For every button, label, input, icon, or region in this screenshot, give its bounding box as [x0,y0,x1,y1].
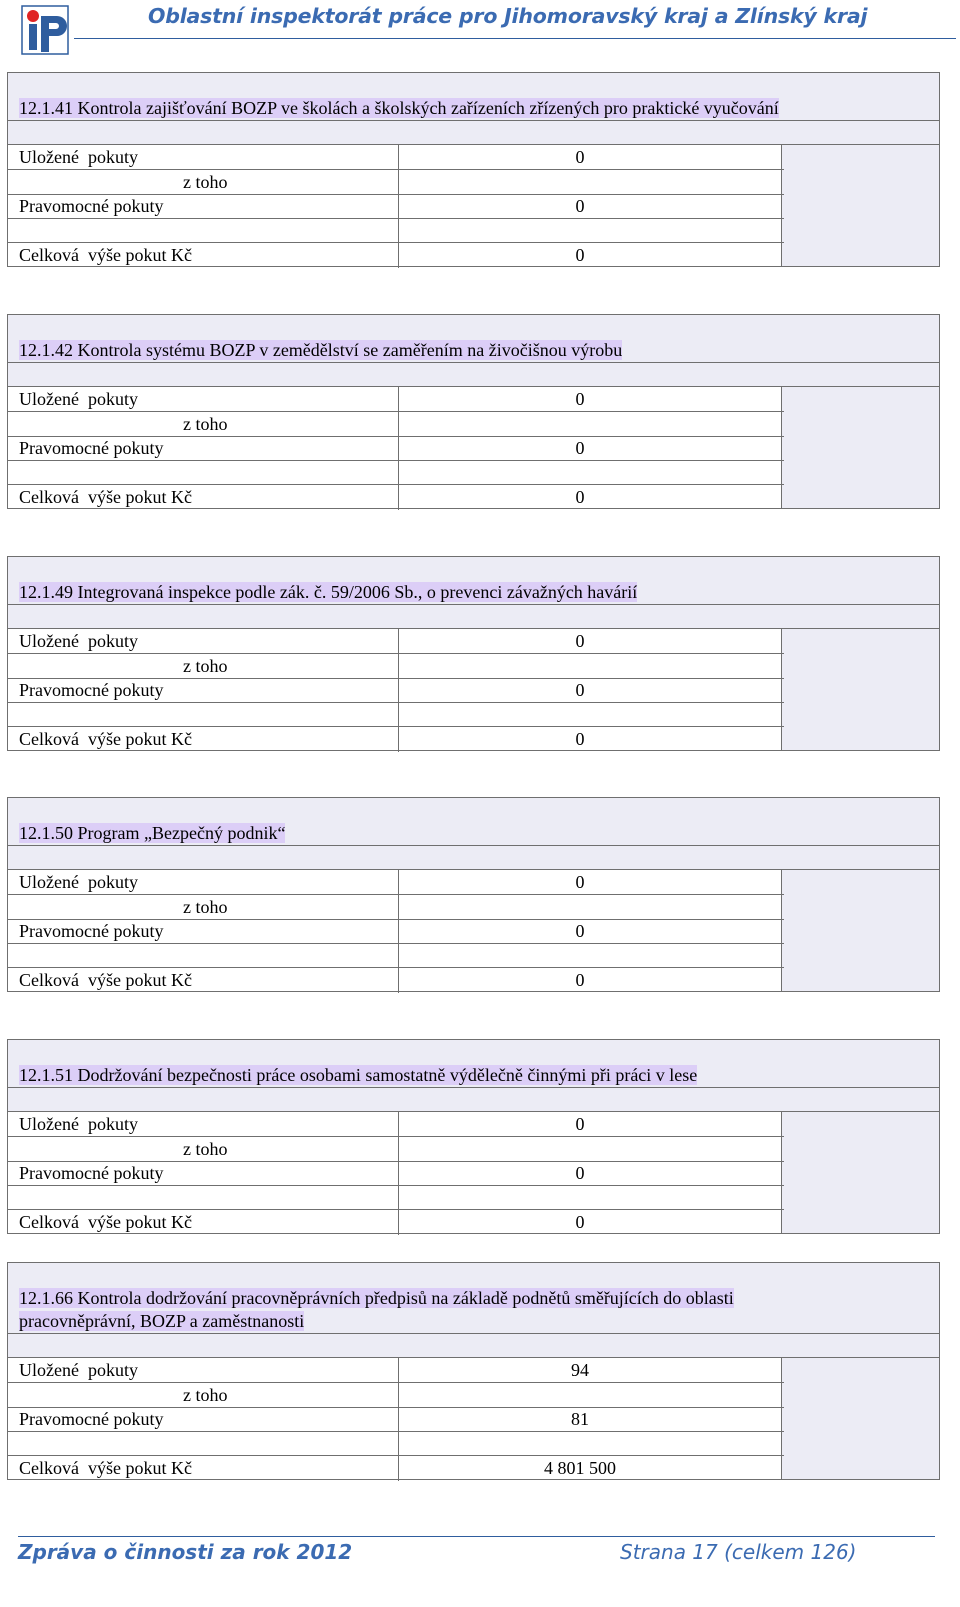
section-title-text: 12.1.49 Integrovaná inspekce podle zák. č. 59/2006 Sb., o prevenci závažných havárií [19,582,638,602]
header-divider [74,38,956,39]
section-12-1-50 [7,797,940,992]
section-title-line2: pracovněprávní, BOZP a zaměstnanosti [19,1311,305,1331]
row-empty [8,944,784,968]
row-z-toho [8,412,784,437]
section-title [8,557,939,605]
value-cell [398,170,760,194]
value-cell [398,1112,760,1136]
section-12-1-51 [7,1039,940,1234]
section-title [8,315,939,363]
value-cell [398,654,760,678]
row-celkova-vyse [8,1456,784,1481]
value-celkova: 0 [575,487,585,507]
page-header [0,0,960,62]
section-12-1-49 [7,556,940,751]
value-cell [398,678,760,702]
row-z-toho [8,654,784,679]
value-cell [398,895,760,919]
row-ulozene-pokuty [8,1358,784,1383]
label-celkova: Celková výše pokut Kč [19,729,192,749]
section-12-1-41 [7,72,940,267]
value-cell [398,485,760,510]
row-pravomocne-pokuty [8,1407,784,1432]
label-celkova: Celková výše pokut Kč [19,487,192,507]
label-pravomocne: Pravomocné pokuty [19,438,164,458]
label-celkova: Celková výše pokut Kč [19,1212,192,1232]
row-empty [8,1432,784,1456]
label-z-toho: z toho [183,897,228,917]
section-title-text: 12.1.50 Program „Bezpečný podnik“ [19,823,286,843]
row-pravomocne-pokuty [8,678,784,703]
value-celkova: 0 [575,729,585,749]
label-pravomocne: Pravomocné pokuty [19,921,164,941]
section-12-1-42 [7,314,940,509]
row-z-toho [8,1137,784,1162]
footer-page-number: Strana 17 (celkem 126) [620,1540,857,1564]
footer-divider [18,1536,935,1537]
value-cell [398,412,760,436]
value-cell [398,1407,760,1431]
label-ulozene: Uložené pokuty [19,389,138,409]
value-pravomocne: 0 [575,921,585,941]
value-pravomocne: 0 [575,680,585,700]
section-title-line1: 12.1.66 Kontrola dodržování pracovněprávních předpisů na základě podnětů směřujících do oblasti [19,1288,734,1308]
value-cell [398,243,760,268]
side-column [781,629,939,750]
label-celkova: Celková výše pokut Kč [19,970,192,990]
value-ulozene: 0 [575,147,585,167]
label-pravomocne: Pravomocné pokuty [19,1409,164,1429]
spacer-row [8,1334,939,1358]
section-12-1-66 [7,1262,940,1480]
side-column [781,145,939,266]
value-cell [398,436,760,460]
row-z-toho [8,170,784,195]
row-ulozene-pokuty [8,145,784,170]
section-title [8,1040,939,1088]
value-cell [398,1210,760,1235]
value-cell [398,629,760,653]
section-title [8,73,939,121]
row-z-toho [8,895,784,920]
value-cell [398,919,760,943]
value-cell [398,461,760,484]
row-pravomocne-pokuty [8,194,784,219]
value-pravomocne: 81 [571,1409,589,1429]
value-cell [398,1383,760,1407]
value-cell [398,1137,760,1161]
row-pravomocne-pokuty [8,1161,784,1186]
ip-logo-icon [19,2,71,58]
row-celkova-vyse [8,968,784,993]
label-z-toho: z toho [183,1139,228,1159]
label-z-toho: z toho [183,414,228,434]
row-empty [8,219,784,243]
spacer-row [8,121,939,145]
row-celkova-vyse [8,727,784,752]
value-cell [398,1456,760,1481]
label-ulozene: Uložené pokuty [19,147,138,167]
value-cell [398,870,760,894]
value-ulozene: 94 [571,1360,589,1380]
value-celkova: 0 [575,245,585,265]
value-cell [398,968,760,993]
spacer-row [8,363,939,387]
value-cell [398,727,760,752]
label-pravomocne: Pravomocné pokuty [19,1163,164,1183]
row-empty [8,1186,784,1210]
label-ulozene: Uložené pokuty [19,1360,138,1380]
row-empty [8,703,784,727]
label-pravomocne: Pravomocné pokuty [19,196,164,216]
value-cell [398,1186,760,1209]
side-column [781,870,939,991]
row-celkova-vyse [8,485,784,510]
value-cell [398,194,760,218]
value-cell [398,1358,760,1382]
label-ulozene: Uložené pokuty [19,631,138,651]
header-title: Oblastní inspektorát práce pro Jihomoravský kraj a Zlínský kraj [148,4,868,28]
row-z-toho [8,1383,784,1408]
footer-report-title: Zpráva o činnosti za rok 2012 [18,1540,353,1564]
label-ulozene: Uložené pokuty [19,1114,138,1134]
value-cell [398,703,760,726]
value-ulozene: 0 [575,872,585,892]
section-title [8,1263,939,1334]
section-title-text: 12.1.42 Kontrola systému BOZP v zemědělství se zaměřením na živočišnou výrobu [19,340,623,360]
label-celkova: Celková výše pokut Kč [19,245,192,265]
row-empty [8,461,784,485]
value-cell [398,944,760,967]
value-ulozene: 0 [575,631,585,651]
section-title [8,798,939,846]
row-pravomocne-pokuty [8,436,784,461]
spacer-row [8,1088,939,1112]
value-cell [398,145,760,169]
label-z-toho: z toho [183,1385,228,1405]
label-celkova: Celková výše pokut Kč [19,1458,192,1478]
label-z-toho: z toho [183,656,228,676]
label-pravomocne: Pravomocné pokuty [19,680,164,700]
row-ulozene-pokuty [8,870,784,895]
side-column [781,387,939,508]
value-ulozene: 0 [575,389,585,409]
value-pravomocne: 0 [575,1163,585,1183]
side-column [781,1112,939,1233]
row-celkova-vyse [8,1210,784,1235]
spacer-row [8,605,939,629]
value-celkova: 4 801 500 [544,1458,616,1478]
section-title-text: 12.1.51 Dodržování bezpečnosti práce osobami samostatně výdělečně činnými při práci v lese [19,1065,698,1085]
value-celkova: 0 [575,1212,585,1232]
label-ulozene: Uložené pokuty [19,872,138,892]
value-cell [398,219,760,242]
value-ulozene: 0 [575,1114,585,1134]
value-cell [398,1161,760,1185]
row-ulozene-pokuty [8,387,784,412]
value-cell [398,1432,760,1455]
value-cell [398,387,760,411]
side-column [781,1358,939,1479]
section-title-text: 12.1.41 Kontrola zajišťování BOZP ve školách a školských zařízeních zřízených pro praktické vyučování [19,98,779,118]
row-pravomocne-pokuty [8,919,784,944]
value-pravomocne: 0 [575,438,585,458]
value-celkova: 0 [575,970,585,990]
row-celkova-vyse [8,243,784,268]
row-ulozene-pokuty [8,629,784,654]
label-z-toho: z toho [183,172,228,192]
value-pravomocne: 0 [575,196,585,216]
spacer-row [8,846,939,870]
row-ulozene-pokuty [8,1112,784,1137]
